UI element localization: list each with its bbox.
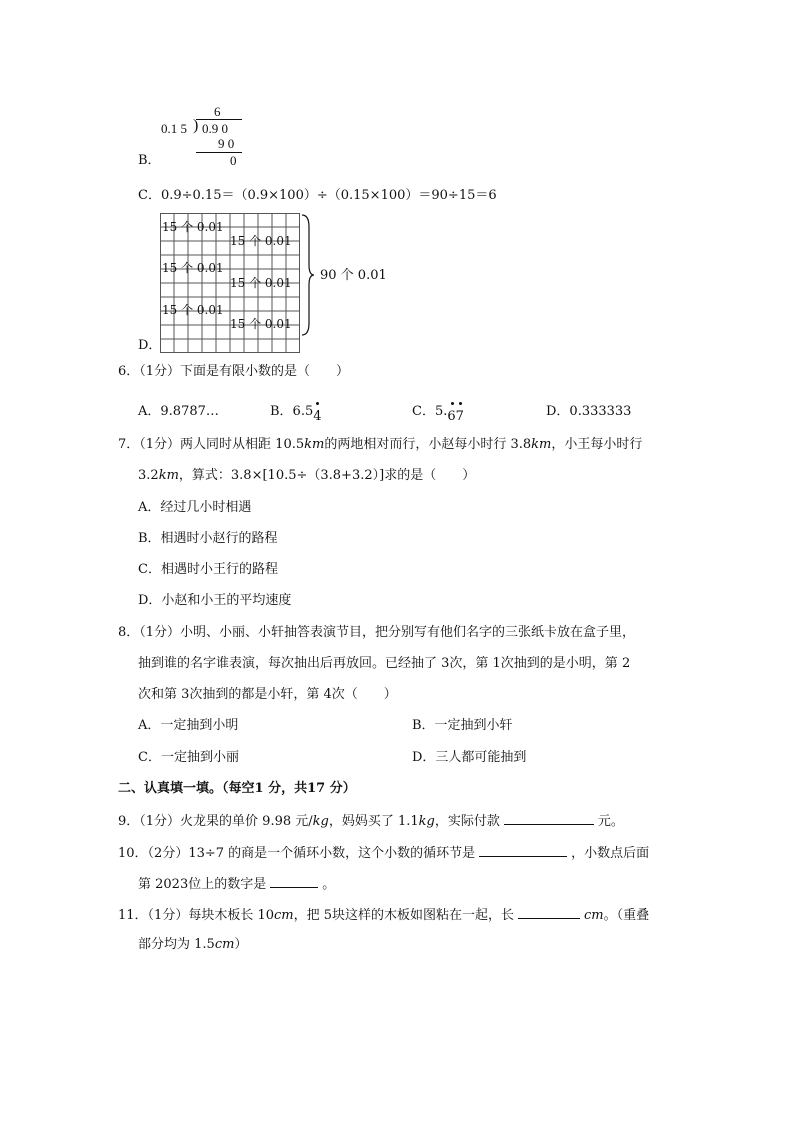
grid-label: 15 个 0.01 [230,234,292,248]
division-dividend: 0.9 0 [202,121,228,136]
q8-option-a: A．一定抽到小明 [138,718,239,733]
q7-option-b: B．相遇时小赵行的路程 [138,531,278,546]
q6-stem: 6．（1分）下面是有限小数的是（ ） [118,364,350,379]
right-brace-icon [300,213,316,337]
grid-label: 15 个 0.01 [162,220,224,234]
q7-option-d: D．小赵和小王的平均速度 [138,593,292,608]
brace-label: 90 个 0.01 [320,268,387,283]
q8-option-b: B．一定抽到小轩 [412,718,513,733]
q6-option-d: D．0.333333 [546,404,632,419]
answer-blank[interactable] [479,844,567,857]
division-bar [196,119,242,120]
q8-stem-line3: 次和第 3次抽到的都是小轩，第 4次（ ） [138,687,397,702]
answer-blank[interactable] [270,875,318,888]
division-quotient: 6 [214,104,221,119]
option-c: C．0.9÷0.15＝（0.9×100）÷（0.15×100）＝90÷15＝6 [138,188,497,203]
division-remainder: 0 [230,153,237,168]
repeating-digit: 4 [313,409,322,424]
q8-option-c: C．一定抽到小丽 [138,750,239,765]
q11-stem-line1: 11．（1分）每块木板长 10cm，把 5块这样的木板如图粘在一起，长 cm。（重叠 [118,908,650,923]
q7-stem-line2: 3.2km，算式：3.8×[10.5÷（3.8+3.2）]求的是（ ） [138,468,476,483]
q9-stem: 9．（1分）火龙果的单价 9.98 元/kg，妈妈买了 1.1kg，实际付款 元。 [118,814,624,829]
grid-label: 15 个 0.01 [230,276,292,290]
q8-stem-line1: 8．（1分）小明、小丽、小轩抽答表演节目，把分别写有他们名字的三张纸卡放在盒子里， [118,625,636,640]
division-product: 9 0 [218,136,235,151]
q7-option-c: C．相遇时小王行的路程 [138,562,278,577]
q6-option-b: B．6.5 4 [270,404,322,424]
division-divisor: 0.1 5 [161,121,187,136]
q6-option-a: A．9.8787… [138,404,219,419]
hundred-grid [160,213,300,353]
q8-stem-line2: 抽到谁的名字谁表演，每次抽出后再放回。已经抽了 3次，第 1次抽到的是小明，第 2 [138,656,631,671]
option-d-letter: D． [138,338,162,353]
grid-label: 15 个 0.01 [162,303,224,317]
q8-option-d: D．三人都可能抽到 [412,750,527,765]
answer-blank[interactable] [504,812,594,825]
section-heading: 二、认真填一填。（每空1 分，共17 分） [118,781,356,796]
q10-stem-line1: 10．（2分）13÷7 的商是一个循环小数，这个小数的循环节是 ，小数点后面 [118,846,650,861]
q11-stem-line2: 部分均为 1.5cm） [138,937,248,952]
q7-stem-line1: 7．（1分）两人同时从相距 10.5km的两地相对而行，小赵每小时行 3.8km，小王每小时行 [118,437,643,452]
grid-label: 15 个 0.01 [230,317,292,331]
q10-stem-line2: 第 2023位上的数字是 。 [138,877,336,892]
division-bracket: ) [193,117,199,134]
grid-label: 15 个 0.01 [162,261,224,275]
q7-option-a: A．经过几小时相遇 [138,500,252,515]
q6-option-c: C．5. 6 7 [412,404,464,424]
answer-blank[interactable] [518,906,580,919]
repeating-digit: 7 [455,409,464,424]
option-b-letter: B． [138,153,161,168]
repeating-digit: 6 [447,409,456,424]
